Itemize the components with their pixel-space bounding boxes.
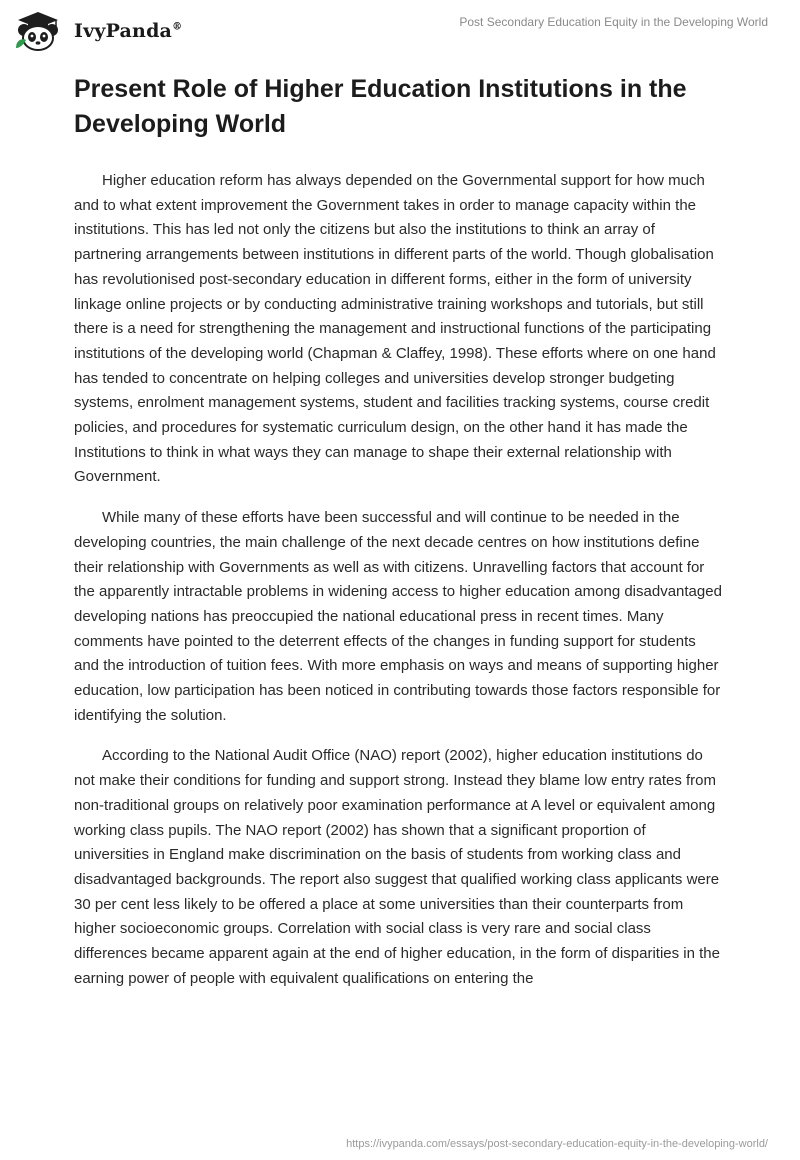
- article-heading: Present Role of Higher Education Institutions in the Developing World: [74, 75, 687, 138]
- source-url[interactable]: https://ivypanda.com/essays/post-secondary-education-equity-in-the-developing-world/: [346, 1138, 768, 1150]
- panda-logo-icon: [10, 10, 66, 52]
- ivypanda-logo[interactable]: [10, 10, 182, 52]
- paragraph-3: According to the National Audit Office (NAO) report (2002), higher education institutions do not make their conditions for funding and support strong. Instead they blame low entry rates from non-traditional groups on relatively poor examination performance at A level or equivalent among working class pupils. The NAO report (2002) has shown that a significant proportion of universities in England make discrimination on the basis of students from working class and disadvantaged backgrounds. The report also suggest that qualified working class applicants were 30 per cent less likely to be offered a place at some universities than their counterparts from higher socioeconomic groups. Correlation with social class is very rare and social class differences became apparent again at the end of higher education, in the form of disparities in the earning power of people with equivalent qualifications on entering the: [74, 747, 720, 987]
- paragraph-1: Higher education reform has always depended on the Governmental support for how much and to what extent improvement the Government takes in order to manage capacity within the institutions. This has led not only the citizens but also the institutions to think an array of partnering arrangements between institutions in different parts of the world. Though globalisation has revolutionised post-secondary education in different forms, either in the form of university linkage online projects or by conducting administrative training workshops and tutorials, but still there is a need for strengthening the management and instructional functions of the participating institutions of the developing world (Chapman & Claffey, 1998). These efforts where on one hand has tended to concentrate on helping colleges and universities develop stronger budgeting systems, enrolment management systems, student and facilities tracking systems, course credit policies, and procedures for systematic curriculum design, on the other hand it has made the Institutions to think in what ways they can manage to shape their external relationship with Government.: [74, 172, 716, 486]
- brand-name: IvyPanda®: [74, 20, 183, 42]
- article: [74, 72, 724, 992]
- page-title-small: Post Secondary Education Equity in the Developing World: [459, 15, 768, 29]
- paragraph-2: While many of these efforts have been successful and will continue to be needed in the developing countries, the main challenge of the next decade centres on how institutions define their relationship with Governments as well as with citizens. Unravelling factors that account for the apparently intractable problems in widening access to higher education among disadvantaged developing nations has preoccupied the national educational press in recent times. Many comments have pointed to the deterrent effects of the changes in funding support for students and the introduction of tuition fees. With more emphasis on ways and means of supporting higher education, low participation has been noticed in contributing towards those factors responsible for identifying the solution.: [74, 509, 722, 724]
- site-header: [0, 0, 800, 62]
